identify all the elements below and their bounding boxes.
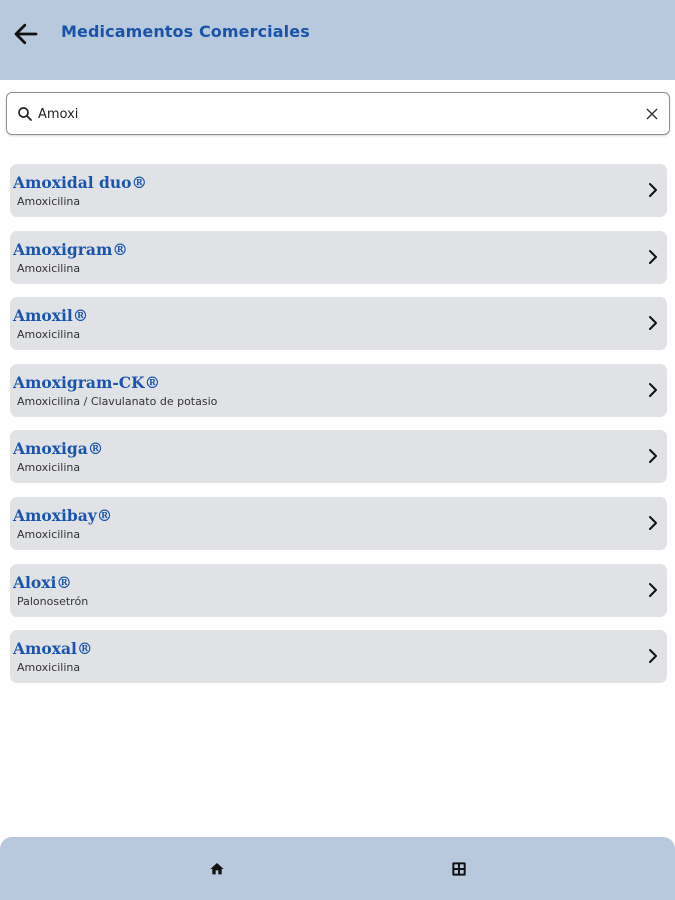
chevron-right-icon xyxy=(647,181,659,199)
active-substance: Amoxicilina xyxy=(17,661,81,675)
chevron-right-icon xyxy=(647,647,659,665)
active-substance: Amoxicilina xyxy=(17,328,81,342)
back-button[interactable] xyxy=(8,16,44,52)
bottom-navigation xyxy=(0,837,675,900)
active-substance: Palonosetrón xyxy=(17,594,89,608)
active-substance: Amoxicilina xyxy=(17,461,81,475)
medicine-name: Amoxil® xyxy=(13,306,89,326)
search-input[interactable] xyxy=(38,99,628,129)
active-substance: Amoxicilina xyxy=(17,261,81,275)
chevron-right-icon xyxy=(647,314,659,332)
active-substance: Amoxicilina / Clavulanato de potasio xyxy=(17,394,218,408)
list-item[interactable] xyxy=(10,164,667,217)
active-substance: Amoxicilina xyxy=(17,527,81,541)
list-item[interactable] xyxy=(10,497,667,550)
app-bar xyxy=(0,0,675,80)
medicine-name: Amoxigram® xyxy=(13,239,128,259)
medicine-name: Amoxibay® xyxy=(13,505,113,525)
close-icon xyxy=(645,107,659,121)
list-item[interactable] xyxy=(10,630,667,683)
nav-grid-button[interactable] xyxy=(449,859,469,879)
medicine-name: Amoxigram-CK® xyxy=(13,372,161,392)
search-bar xyxy=(6,92,670,135)
list-item[interactable] xyxy=(10,297,667,350)
chevron-right-icon xyxy=(647,248,659,266)
list-item[interactable] xyxy=(10,564,667,617)
page-title: Medicamentos Comerciales xyxy=(61,22,310,41)
active-substance: Amoxicilina xyxy=(17,195,81,208)
medicine-name: Amoxidal duo® xyxy=(13,173,148,192)
list-item[interactable] xyxy=(10,231,667,284)
medicine-name: Amoxiga® xyxy=(13,439,104,459)
medicine-name: Amoxal® xyxy=(13,639,93,659)
home-icon xyxy=(209,861,225,877)
medicine-name: Aloxi® xyxy=(13,572,72,592)
list-item[interactable] xyxy=(10,430,667,483)
chevron-right-icon xyxy=(647,447,659,465)
grid-icon xyxy=(451,861,467,877)
nav-home-button[interactable] xyxy=(207,859,227,879)
search-icon xyxy=(16,105,34,123)
chevron-right-icon xyxy=(647,381,659,399)
list-item[interactable] xyxy=(10,364,667,417)
chevron-right-icon xyxy=(647,581,659,599)
chevron-right-icon xyxy=(647,514,659,532)
clear-search-button[interactable] xyxy=(641,103,663,125)
arrow-left-icon xyxy=(11,19,41,49)
results-list xyxy=(10,164,667,697)
